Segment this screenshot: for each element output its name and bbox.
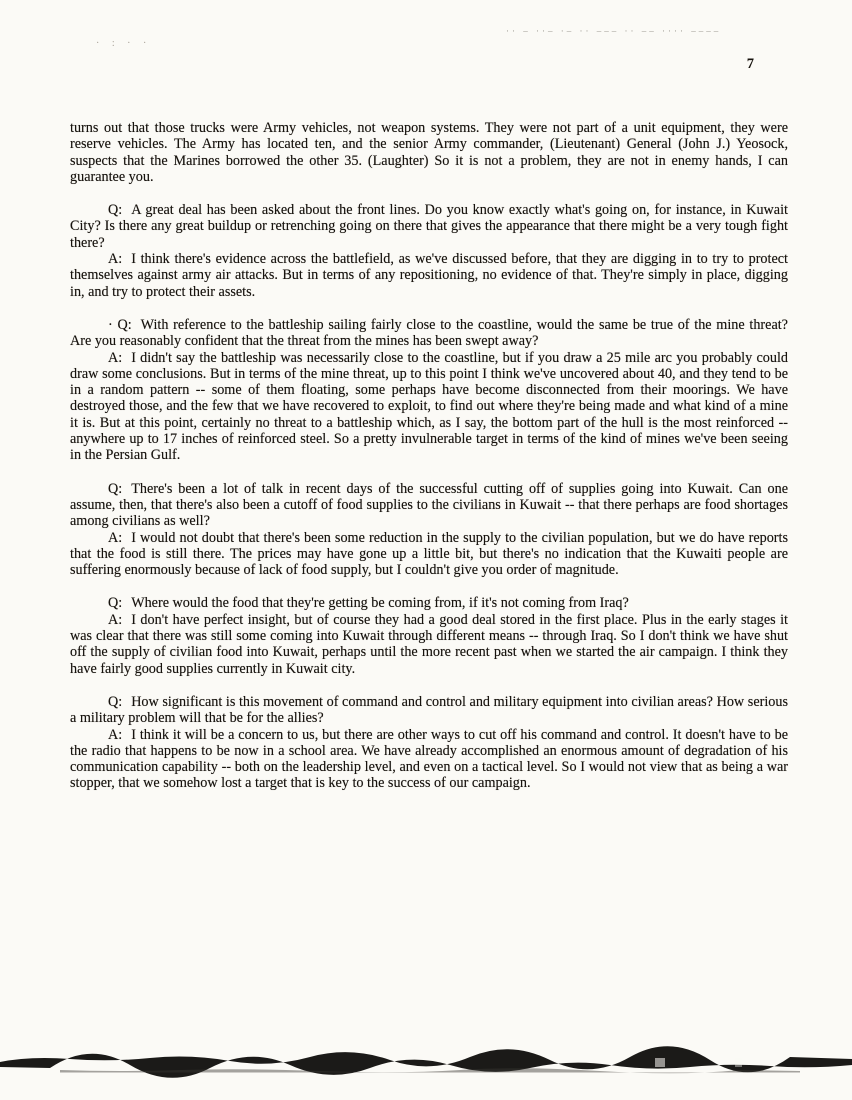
question-text: There's been a lot of talk in recent days of the successful cutting off of supplies going into Kuwait. Can one assume, then, that there's also been a cutoff of food supplies to the civilians in Kuwait -- that there perhaps are food shortages among civilians as well? [70, 480, 788, 530]
answer-prefix: A: [108, 726, 123, 743]
question-prefix: Q: [108, 202, 123, 219]
answer-text: I don't have perfect insight, but of course they had a good deal stored in the first place. Plus in the early stages it was clear that there was still some coming into Kuwait through different means -- through Iraq. So I don't think we have shut off the supply of civilian food into Kuwait, perhaps until the more recent past when we started the air campaign. I think they have fairly good supplies currently in Kuwait city. [70, 611, 788, 677]
question-prefix: Q: [108, 480, 123, 497]
scan-artifact-top-left: · : · · [96, 38, 152, 49]
answer-paragraph [70, 350, 788, 464]
question-text: A great deal has been asked about the front lines. Do you know exactly what's going on, for instance, in Kuwait City? Is there any great buildup or retrenching going on there that gives the appearance that there might be a very tough fight there? [70, 202, 788, 251]
answer-paragraph [70, 727, 788, 792]
question-paragraph [70, 317, 788, 350]
answer-paragraph [70, 612, 788, 677]
question-prefix: Q: [108, 595, 123, 612]
answer-prefix: A: [108, 349, 123, 366]
answer-prefix: A: [108, 611, 123, 628]
page-number: 7 [746, 56, 754, 72]
question-text: How significant is this movement of command and control and military equipment into civilian areas? How serious a military problem will that be for the allies? [70, 693, 788, 727]
question-paragraph [70, 202, 788, 251]
answer-text: I would not doubt that there's been some reduction in the supply to the civilian population, but we do have reports that the food is still there. The prices may have gone up a little bit, but there's no indication that the Kuwaiti people are suffering enormously because of lack of food supply, but I couldn't give you order of magnitude. [70, 529, 788, 579]
answer-paragraph [70, 530, 788, 579]
scan-artifact-bottom-band [0, 1046, 852, 1080]
answer-text: I think it will be a concern to us, but there are other ways to cut off his command and control. It doesn't have to be the radio that happens to be now in a school area. We have already accomplished an enormous amount of degradation of his communication capability -- both on the leadership level, and even on a tactical level. So I would not view that as being a war stopper, that we somehow lost a target that is key to the success of our campaign. [70, 726, 788, 792]
question-prefix: Q: [108, 693, 123, 710]
question-text: Where would the food that they're getting be coming from, if it's not coming from Iraq? [131, 595, 629, 612]
question-text: With reference to the battleship sailing fairly close to the coastline, would the same be true of the mine threat? Are you reasonably confident that the threat from the mines has been swept away? [70, 316, 788, 350]
answer-prefix: A: [108, 251, 123, 268]
answer-text: I think there's evidence across the battlefield, as we've discussed before, that they are digging in to try to protect themselves against army air attacks. But in terms of any repositioning, no evidence of that. They're simply in place, digging in, and try to protect their assets. [70, 251, 788, 300]
scan-artifact-top-right: ·· – ··– ·– ·· ––– ·· –– ···· –––– [506, 26, 722, 36]
document-body [70, 120, 788, 792]
question-paragraph [70, 595, 788, 611]
answer-prefix: A: [108, 529, 123, 546]
answer-text: I didn't say the battleship was necessarily close to the coastline, but if you draw a 25 mile arc you probably could draw some conclusions. But in terms of the mine threat, up to this point I think we've uncovered about 40, and they tend to be in a random pattern -- some of them floating, some perhaps have become disconnected from their moorings. We have destroyed those, and the few that we have recovered to exploit, to find out where they're being made and what kind of a mine it is. But at this point, certainly no threat to a battleship which, as I say, the bottom part of the hull is the most reinforced -- anywhere up to 17 inches of reinforced steel. So a pretty invulnerable target in terms of the kind of mines we've been seeing in the Persian Gulf. [70, 349, 788, 464]
question-prefix: · Q: [108, 316, 132, 333]
question-paragraph [70, 694, 788, 727]
continuation-paragraph: turns out that those trucks were Army vehicles, not weapon systems. They were not part of a unit equipment, they were reserve vehicles. The Army has located ten, and the senior Army commander, (Lieutenant) General (John J.) Yeosock, suspects that the Marines borrowed the other 35. (Laughter) So it is not a problem, they are not in enemy hands, I can guarantee you. [70, 120, 788, 185]
answer-paragraph [70, 251, 788, 300]
question-paragraph [70, 481, 788, 530]
